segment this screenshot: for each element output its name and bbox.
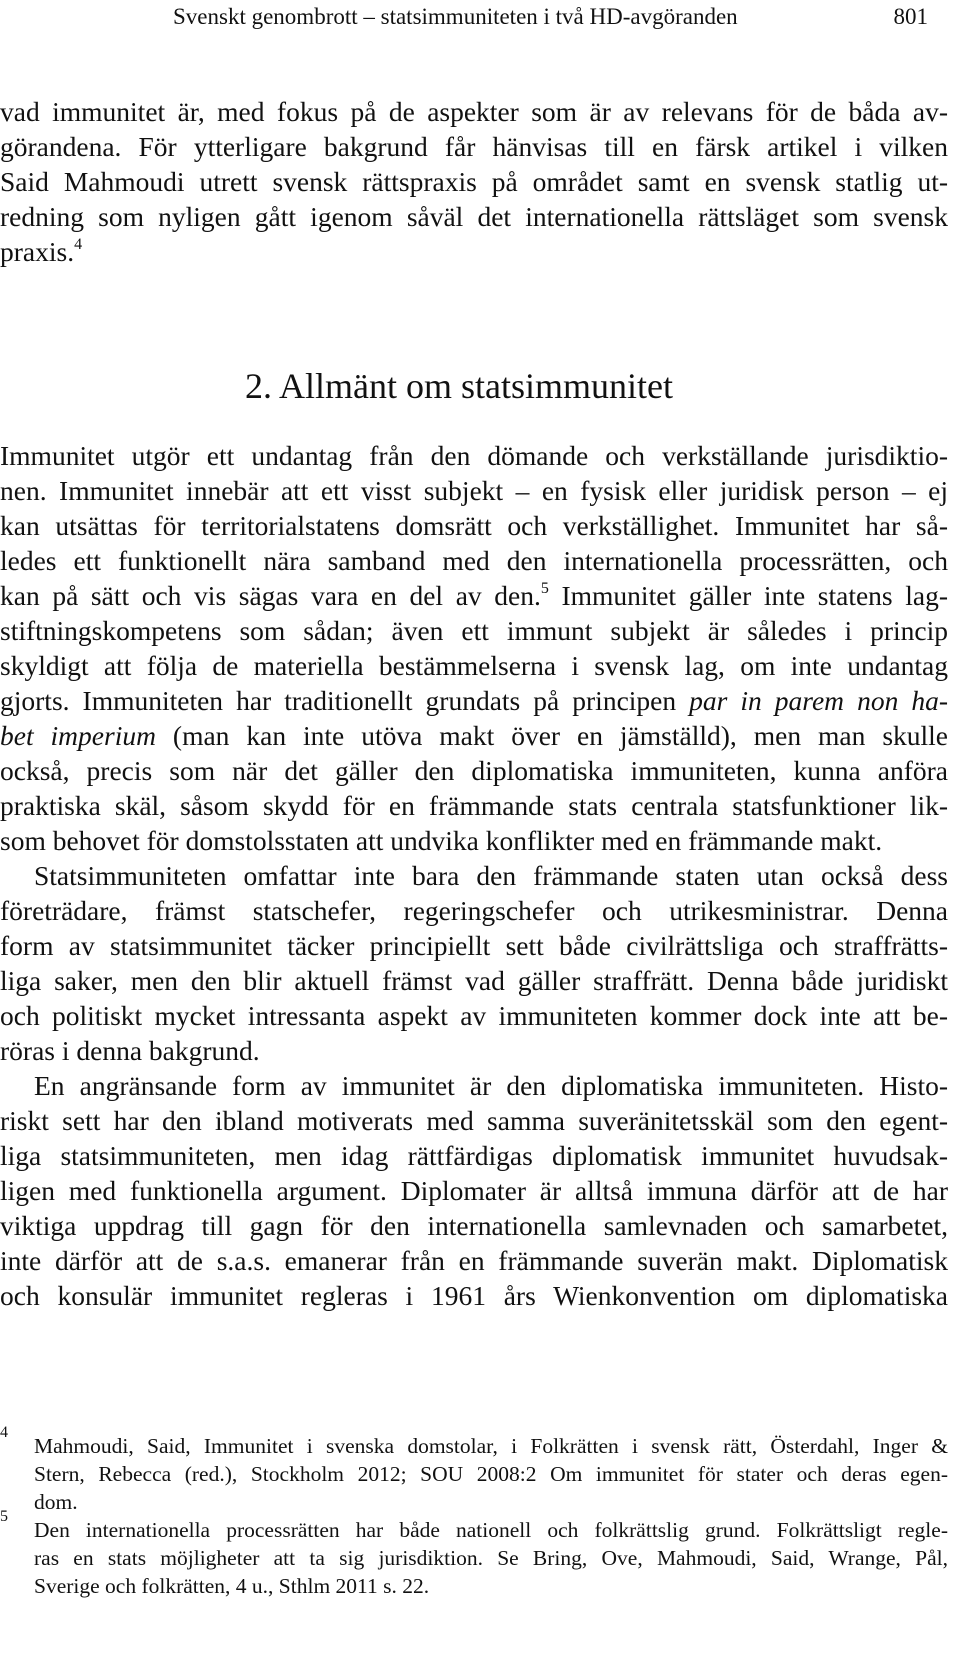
- running-head: [0, 4, 960, 34]
- text-line: viktiga uppdrag till gagn för den internationella samlevnaden och samarbetet,: [0, 1210, 948, 1241]
- text-line: praktiska skäl, såsom skydd för en främmande stats centrala statsfunktioner lik-: [0, 790, 948, 821]
- footnote-line: dom.: [34, 1490, 78, 1514]
- text-line: ledes ett funktionellt nära samband med den internationella processrätten, och: [0, 545, 948, 576]
- footnote-line: Den internationella processrätten har både nationell och folkrättslig grund. Folkrättsligt regle-: [34, 1518, 948, 1542]
- text-line: kan utsättas för territorialstatens domsrätt och verkställighet. Immunitet har så-: [0, 510, 948, 541]
- text-line: görandena. För ytterligare bakgrund får hänvisas till en färsk artikel i vilken: [0, 131, 948, 162]
- text-line: Immunitet utgör ett undantag från den dömande och verkställande jurisdiktio-: [0, 440, 948, 471]
- text-line: redning som nyligen gått igenom såväl det internationella rättsläget som svensk: [0, 201, 948, 232]
- page-number: 801: [893, 4, 928, 29]
- text-line: riskt sett har den ibland motiverats med samma suveränitetsskäl som den egent-: [0, 1105, 948, 1136]
- text-line: form av statsimmunitet täcker principiellt sett både civilrättsliga och straffrätts-: [0, 930, 948, 961]
- text-line: [0, 685, 948, 717]
- section-heading: 2. Allmänt om statsimmunitet: [245, 366, 673, 406]
- text-line: [0, 580, 948, 612]
- text-line: liga saker, men den blir aktuell främst vad gäller straffrätt. Denna både juridiskt: [0, 965, 948, 996]
- text-line: vad immunitet är, med fokus på de aspekter som är av relevans för de båda av-: [0, 96, 948, 127]
- text-line: ligen med funktionella argument. Diplomater är alltså immuna därför att de har: [0, 1175, 948, 1206]
- text-line: också, precis som när det gäller den diplomatiska immuniteten, kunna anföra: [0, 755, 948, 786]
- text-span: gjorts. Immuniteten har traditionellt grundats på principen: [0, 685, 690, 716]
- text-line: [0, 720, 948, 752]
- text-line: En angränsande form av immunitet är den diplomatiska immuniteten. Histo-: [34, 1070, 948, 1101]
- footnote-line: Mahmoudi, Said, Immunitet i svenska domstolar, i Folkrätten i svensk rätt, Österdahl, Inger &: [34, 1434, 948, 1458]
- text-span: (man kan inte utöva makt över en jämställd), men man skulle: [155, 720, 949, 751]
- footnote-line: Stern, Rebecca (red.), Stockholm 2012; SOU 2008:2 Om immunitet för stater och deras egen-: [34, 1462, 948, 1486]
- text-line: inte därför att de s.a.s. emanerar från en främmande suverän makt. Diplomatisk: [0, 1245, 948, 1276]
- text-span: Immunitet gäller inte statens lag-: [548, 580, 948, 611]
- footnote-ref: 5: [540, 580, 549, 597]
- text-line: [0, 236, 948, 268]
- footnote-ref: 4: [74, 236, 83, 253]
- text-line: som behovet för domstolsstaten att undvika konflikter med en främmande makt.: [0, 825, 883, 856]
- text-line: Said Mahmoudi utrett svensk rättspraxis på området samt en svensk statlig ut-: [0, 166, 948, 197]
- footnote-line: Sverige och folkrätten, 4 u., Sthlm 2011 s. 22.: [34, 1574, 430, 1598]
- latin-phrase: bet imperium: [0, 720, 156, 751]
- text-line: skyldigt att följa de materiella bestämmelserna i svensk lag, om inte undantag: [0, 650, 948, 681]
- text-line: stiftningskompetens som sådan; även ett immunt subjekt är således i princip: [0, 615, 948, 646]
- text-line: nen. Immunitet innebär att ett visst subjekt – en fysisk eller juridisk person – ej: [0, 475, 948, 506]
- text-span: praxis.: [0, 236, 75, 267]
- running-title: Svenskt genombrott – statsimmuniteten i två HD-avgöranden: [173, 4, 738, 29]
- footnote-line: ras en stats möjligheter att ta sig jurisdiktion. Se Bring, Ove, Mahmoudi, Said, Wrange, Pål,: [34, 1546, 948, 1570]
- text-line: liga statsimmuniteten, men idag rättfärdigas diplomatisk immunitet huvudsak-: [0, 1140, 948, 1171]
- text-span: kan på sätt och vis sägas vara en del av den.: [0, 580, 541, 611]
- latin-phrase: par in parem non ha-: [689, 685, 949, 716]
- text-line: röras i denna bakgrund.: [0, 1035, 260, 1066]
- text-line: och politiskt mycket intressanta aspekt av immuniteten kommer dock inte att be-: [0, 1000, 948, 1031]
- text-line: och konsulär immunitet regleras i 1961 års Wienkonvention om diplomatiska: [0, 1280, 948, 1311]
- footnote-mark: 5: [0, 1508, 8, 1525]
- footnote-mark: 4: [0, 1424, 8, 1441]
- text-line: Statsimmuniteten omfattar inte bara den främmande staten utan också dess: [34, 860, 948, 891]
- text-line: företrädare, främst statschefer, regeringschefer och utrikesministrar. Denna: [0, 895, 948, 926]
